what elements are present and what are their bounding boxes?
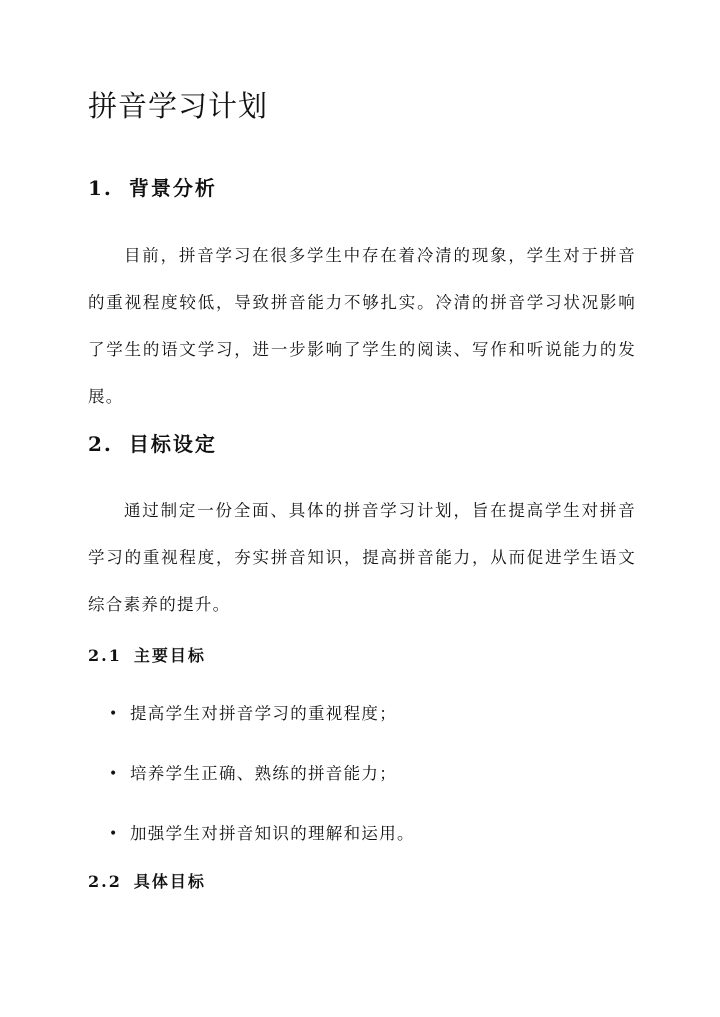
section-heading-background bbox=[88, 174, 217, 202]
list-item-text: 加强学生对拼音知识的理解和运用。 bbox=[130, 824, 415, 843]
subsection-heading-main-goals bbox=[88, 644, 206, 668]
list-item bbox=[88, 692, 415, 752]
background-paragraph: 目前，拼音学习在很多学生中存在着冷清的现象，学生对于拼音的重视程度较低，导致拼音能力不够扎实。冷清的拼音学习状况影响了学生的语文学习，进一步影响了学生的阅读、写作和听说能力的发展。 bbox=[88, 246, 636, 406]
goals-paragraph: 通过制定一份全面、具体的拼音学习计划，旨在提高学生对拼音学习的重视程度，夯实拼音知识，提高拼音能力，从而促进学生语文综合素养的提升。 bbox=[88, 501, 636, 614]
subsection-heading-specific-goals bbox=[88, 870, 206, 894]
section-number: 1. bbox=[88, 176, 113, 200]
subsection-number: 2.2 bbox=[88, 872, 122, 891]
section-number: 2. bbox=[88, 432, 113, 456]
section-heading-goals bbox=[88, 430, 217, 458]
section-title: 背景分析 bbox=[128, 176, 217, 200]
subsection-number: 2.1 bbox=[88, 646, 122, 665]
bullet-icon: • bbox=[109, 766, 119, 782]
list-item bbox=[88, 752, 415, 812]
list-item-text: 培养学生正确、熟练的拼音能力； bbox=[130, 764, 397, 783]
subsection-title: 主要目标 bbox=[133, 646, 206, 665]
main-goals-list bbox=[88, 692, 415, 872]
document-title: 拼音学习计划 bbox=[88, 89, 269, 123]
subsection-title: 具体目标 bbox=[133, 872, 206, 891]
list-item bbox=[88, 812, 415, 872]
bullet-icon: • bbox=[109, 826, 119, 842]
bullet-icon: • bbox=[109, 706, 119, 722]
section-title: 目标设定 bbox=[128, 432, 217, 456]
list-item-text: 提高学生对拼音学习的重视程度； bbox=[130, 704, 397, 723]
